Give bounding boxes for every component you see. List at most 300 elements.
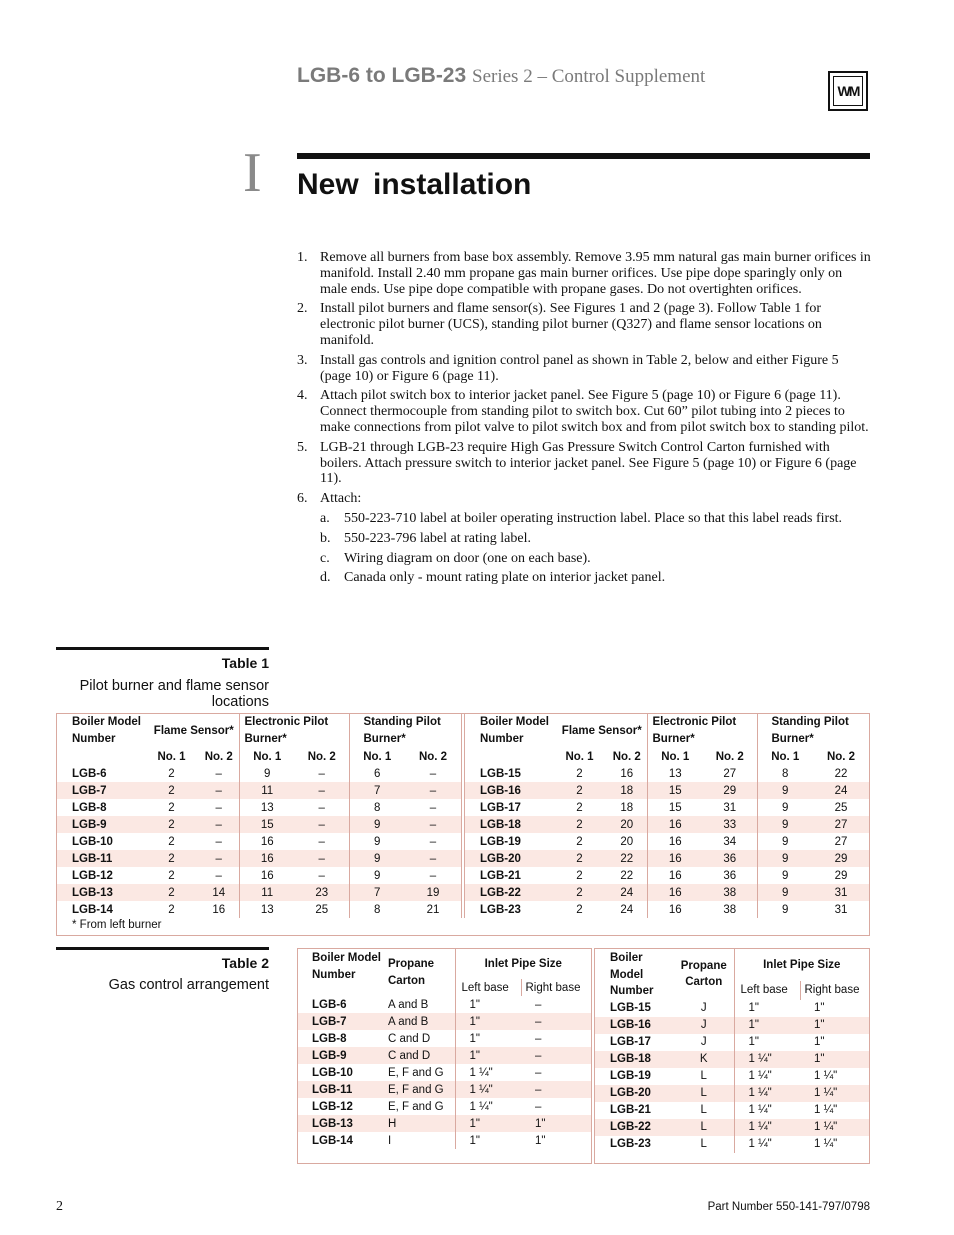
col-left-base: Left base (734, 981, 800, 999)
value-cell: – (535, 1066, 542, 1079)
page-number: 2 (56, 1199, 63, 1214)
value-cell: 27 (723, 767, 737, 780)
boiler-model-cell: LGB-18 (480, 816, 552, 833)
step-number: 1. (297, 250, 308, 265)
table1-left (57, 714, 461, 918)
value-cell: 13 (239, 901, 295, 918)
row-spacer (57, 867, 72, 884)
step-text: Remove all burners from base box assembly. Remove 3.95 mm natural gas main burner orifices in manifold. Install 2.40 mm propane gas main burner orifices. Use pipe dope sparingly only on male ends. Use pipe dope compatible with propane gases. Do not overtighten orifices. (320, 250, 871, 297)
table2-label: Table 2 (221, 955, 269, 971)
value-cell: 8 (757, 765, 813, 782)
value-cell: 2 (576, 903, 583, 916)
value-cell: 2 (144, 816, 199, 833)
boiler-model-cell: LGB-22 (480, 884, 552, 901)
value-cell: – (215, 869, 222, 882)
step-number: 2. (297, 301, 308, 317)
col-electronic-pilot: Electronic Pilot Burner* (647, 714, 757, 748)
row-spacer (465, 884, 480, 901)
boiler-model-cell: LGB-12 (72, 869, 113, 882)
value-cell: 1 ¼" (734, 1068, 800, 1085)
value-cell: 2 (552, 782, 607, 799)
value-cell: 21 (426, 903, 440, 916)
value-cell: 1 ¼" (734, 1051, 800, 1068)
value-cell: – (521, 1047, 591, 1064)
value-cell: 19 (405, 884, 461, 901)
row-spacer (298, 996, 312, 1013)
table-row (298, 996, 591, 1013)
value-cell: – (405, 782, 461, 799)
boiler-model-cell: LGB-12 (312, 1100, 353, 1113)
value-cell: – (295, 850, 349, 867)
row-spacer (298, 1030, 312, 1047)
boiler-model-cell: LGB-14 (312, 1134, 353, 1147)
value-cell: 11 (239, 782, 295, 799)
col-right-base: Right base (521, 979, 591, 996)
value-cell: – (215, 835, 222, 848)
value-cell: 1" (734, 1000, 800, 1017)
value-cell: – (295, 782, 349, 799)
value-cell: 24 (607, 884, 647, 901)
value-cell: 2 (144, 850, 199, 867)
row-spacer (298, 1013, 312, 1030)
value-cell: 8 (349, 799, 405, 816)
table-row (298, 1047, 591, 1064)
col-no1: No. 1 (349, 748, 405, 765)
value-cell: 22 (607, 850, 647, 867)
col-boiler-model: Boiler Model Number (480, 714, 552, 765)
header-spacer (465, 714, 480, 748)
header-spacer (595, 949, 610, 981)
value-cell: 14 (199, 884, 239, 901)
row-spacer (57, 799, 72, 816)
boiler-model-cell: LGB-10 (312, 1066, 353, 1079)
value-cell: – (521, 1013, 591, 1030)
substep-letter: c. (320, 550, 330, 566)
step-number: 6. (297, 491, 308, 507)
substep-letter: d. (320, 570, 331, 586)
table-row (465, 884, 869, 901)
row-spacer (465, 782, 480, 799)
value-cell: – (295, 816, 349, 833)
header-spacer (465, 748, 480, 765)
value-cell: – (215, 767, 222, 780)
col-inlet-pipe-size: Inlet Pipe Size (734, 949, 869, 981)
value-cell: 31 (813, 884, 869, 901)
value-cell: 1" (455, 1013, 521, 1030)
table-row (57, 833, 461, 850)
boiler-model-cell: LGB-19 (610, 1070, 651, 1082)
value-cell: 25 (315, 903, 329, 916)
value-cell: J (700, 1002, 707, 1014)
step-item (297, 250, 871, 297)
value-cell: – (199, 782, 239, 799)
boiler-model-cell: LGB-8 (312, 1032, 347, 1045)
row-spacer (57, 884, 72, 901)
col-boiler-model: Boiler Model Number (610, 949, 674, 1000)
value-cell: 34 (723, 835, 737, 848)
value-cell: 1 ¼" (814, 1138, 838, 1150)
header-spacer (57, 714, 72, 748)
row-spacer (57, 850, 72, 867)
col-boiler-model: Boiler Model Number (312, 949, 388, 996)
col-electronic-pilot: Electronic Pilot Burner* (239, 714, 349, 748)
value-cell: 1" (455, 996, 521, 1013)
substep-letter: b. (320, 530, 331, 546)
col-right-base: Right base (800, 981, 869, 999)
value-cell: 1" (800, 1051, 869, 1068)
value-cell: 2 (144, 884, 199, 901)
table1-caption: Pilot burner and flame sensor locations (79, 678, 269, 710)
substep-item (320, 551, 871, 567)
value-cell: 16 (239, 867, 295, 884)
value-cell: 9 (349, 833, 405, 850)
value-cell: 38 (723, 903, 737, 916)
table2-right (595, 949, 869, 1153)
product-title: LGB-6 to LGB-23 (297, 64, 467, 87)
table-row (298, 1115, 591, 1132)
value-cell: I (388, 1134, 392, 1147)
value-cell: H (388, 1115, 455, 1132)
step-item (297, 353, 871, 385)
value-cell: 1" (455, 1132, 521, 1149)
col-no2: No. 2 (199, 748, 239, 765)
value-cell: 1" (455, 1047, 521, 1064)
boiler-model-cell: LGB-14 (72, 903, 113, 916)
installation-steps (297, 250, 871, 590)
table-row (57, 816, 461, 833)
row-spacer (298, 1132, 312, 1149)
table1-divider (461, 713, 462, 918)
value-cell: 1" (814, 1002, 825, 1014)
table-row (595, 1119, 869, 1136)
table-row (298, 1132, 591, 1149)
value-cell: – (429, 767, 437, 780)
value-cell: 1 ¼" (814, 1104, 838, 1116)
value-cell: 2 (576, 801, 583, 814)
boiler-model-cell: LGB-9 (312, 1047, 388, 1064)
col-no1: No. 1 (647, 748, 703, 765)
col-no1: No. 1 (239, 748, 295, 765)
table-header-row (298, 949, 591, 979)
substep-text: 550-223-796 label at rating label. (344, 530, 531, 546)
value-cell: L (700, 1070, 707, 1082)
table1-rule (56, 647, 269, 650)
value-cell: 2 (576, 835, 583, 848)
value-cell: 36 (703, 850, 757, 867)
value-cell: 16 (647, 850, 703, 867)
header-spacer (298, 949, 312, 979)
boiler-model-cell: LGB-21 (480, 869, 521, 882)
col-flame-sensor: Flame Sensor* (552, 714, 647, 748)
value-cell: 38 (703, 884, 757, 901)
substep-list (320, 511, 871, 586)
col-no1: No. 1 (757, 748, 813, 765)
value-cell: 16 (239, 833, 295, 850)
row-spacer (595, 1136, 610, 1153)
substep-item (320, 531, 871, 547)
substep-text: Wiring diagram on door (one on each base). (344, 550, 591, 566)
value-cell: – (318, 835, 325, 848)
col-no1: No. 1 (552, 748, 607, 765)
row-spacer (595, 1017, 610, 1034)
boiler-model-cell: LGB-22 (610, 1119, 674, 1136)
col-flame-sensor: Flame Sensor* (144, 714, 239, 748)
boiler-model-cell: LGB-13 (72, 884, 144, 901)
value-cell: 1" (814, 1036, 825, 1048)
value-cell: E, F and G (388, 1081, 455, 1098)
value-cell: 9 (757, 867, 813, 884)
value-cell: 16 (647, 884, 703, 901)
value-cell: 20 (620, 835, 634, 848)
step-item (297, 388, 871, 435)
value-cell: 2 (552, 816, 607, 833)
table-row (298, 1098, 591, 1115)
row-spacer (298, 1115, 312, 1132)
table-row (465, 816, 869, 833)
table-row (298, 1013, 591, 1030)
table-row (465, 850, 869, 867)
boiler-model-cell: LGB-6 (72, 767, 107, 780)
table-row (57, 867, 461, 884)
substep-text: 550-223-710 label at boiler operating instruction label. Place so that this label reads first. (344, 510, 843, 526)
value-cell: 1 ¼" (734, 1085, 800, 1102)
value-cell: 1 ¼" (734, 1102, 800, 1119)
value-cell: 9 (757, 850, 813, 867)
row-spacer (57, 901, 72, 918)
table1-label: Table 1 (221, 655, 269, 671)
step-text: LGB-21 through LGB-23 require High Gas Pressure Switch Control Carton furnished with boilers. Attach pressure switch to interior jacket panel. See Figure 5 (page 10) or Figure 6 (page 11). (320, 439, 857, 487)
value-cell: 9 (349, 850, 405, 867)
value-cell: 15 (647, 799, 703, 816)
value-cell: 31 (834, 903, 848, 916)
table-row (595, 1000, 869, 1017)
value-cell: 22 (620, 869, 634, 882)
value-cell: – (405, 816, 461, 833)
value-cell: 16 (647, 901, 703, 918)
boiler-model-cell: LGB-18 (610, 1051, 674, 1068)
col-propane-carton: Propane Carton (388, 949, 455, 996)
value-cell: J (700, 1036, 707, 1048)
value-cell: 1" (455, 1030, 521, 1047)
boiler-model-cell: LGB-21 (610, 1104, 651, 1116)
logo-mark: WM (833, 76, 863, 106)
value-cell: 16 (239, 850, 295, 867)
step-text: Attach: (320, 491, 362, 507)
value-cell: – (318, 869, 325, 882)
header-spacer (298, 979, 312, 996)
value-cell: A and B (388, 1013, 455, 1030)
col-standing-pilot: Standing Pilot Burner* (757, 714, 869, 748)
row-spacer (465, 901, 480, 918)
boiler-model-cell: LGB-15 (610, 1002, 651, 1014)
value-cell: L (674, 1085, 734, 1102)
value-cell: – (535, 1032, 542, 1045)
value-cell: 9 (757, 884, 813, 901)
step-text: Install pilot burners and flame sensor(s). See Figures 1 and 2 (page 3). Follow Table 1 for electronic pilot burner (UCS), standing pilot burner (Q327) and flame sensor locations on manifold. (320, 301, 822, 348)
value-cell: 1" (734, 1017, 800, 1034)
value-cell: 9 (349, 867, 405, 884)
value-cell: A and B (388, 998, 429, 1011)
value-cell: 1 ¼" (800, 1119, 869, 1136)
value-cell: 16 (212, 903, 226, 916)
value-cell: 2 (168, 869, 175, 882)
document-subtitle: Series 2 – Control Supplement (472, 66, 706, 87)
table1-footnote: * From left burner (72, 919, 162, 931)
document-header (297, 64, 705, 88)
boiler-model-cell: LGB-10 (72, 835, 113, 848)
col-propane-carton: Propane Carton (674, 949, 734, 1000)
step-item (297, 440, 871, 487)
value-cell: 1 ¼" (734, 1136, 800, 1153)
table-row (595, 1136, 869, 1153)
row-spacer (465, 833, 480, 850)
value-cell: 24 (813, 782, 869, 799)
value-cell: 9 (757, 799, 813, 816)
value-cell: 2 (168, 801, 175, 814)
table-row (595, 1068, 869, 1085)
boiler-model-cell: LGB-16 (610, 1017, 674, 1034)
table-row (298, 1030, 591, 1047)
boiler-model-cell: LGB-20 (610, 1085, 674, 1102)
col-no2: No. 2 (607, 748, 647, 765)
table2-left (298, 949, 591, 1149)
value-cell: 1" (800, 1017, 869, 1034)
boiler-model-cell: LGB-23 (610, 1138, 651, 1150)
value-cell: 7 (349, 782, 405, 799)
value-cell: 13 (239, 799, 295, 816)
table-row (465, 901, 869, 918)
value-cell: 11 (239, 884, 295, 901)
col-no2: No. 2 (405, 748, 461, 765)
value-cell: 18 (607, 782, 647, 799)
value-cell: 29 (813, 850, 869, 867)
value-cell: 9 (757, 833, 813, 850)
value-cell: 9 (349, 816, 405, 833)
boiler-model-cell: LGB-17 (480, 801, 521, 814)
value-cell: – (429, 869, 437, 882)
value-cell: 1 ¼" (455, 1081, 521, 1098)
value-cell: 9 (757, 782, 813, 799)
boiler-model-cell: LGB-6 (312, 998, 347, 1011)
value-cell: 1 ¼" (455, 1064, 521, 1081)
boiler-model-cell: LGB-15 (480, 767, 521, 780)
header-spacer (595, 981, 610, 999)
substep-item (320, 511, 871, 527)
value-cell: 1" (455, 1115, 521, 1132)
value-cell: 25 (834, 801, 848, 814)
table2-caption: Gas control arrangement (108, 977, 269, 993)
value-cell: 7 (349, 884, 405, 901)
col-no2: No. 2 (295, 748, 349, 765)
brand-logo (828, 71, 868, 111)
col-boiler-model: Boiler Model Number (72, 714, 144, 765)
table1-right (465, 714, 869, 918)
value-cell: 15 (239, 816, 295, 833)
value-cell: – (429, 801, 437, 814)
value-cell: J (674, 1017, 734, 1034)
step-number: 5. (297, 439, 308, 455)
table-row (465, 799, 869, 816)
boiler-model-cell: LGB-11 (312, 1081, 388, 1098)
value-cell: 2 (576, 767, 583, 780)
value-cell: L (674, 1119, 734, 1136)
col-no1: No. 1 (144, 748, 199, 765)
value-cell: – (199, 816, 239, 833)
value-cell: 1 ¼" (814, 1070, 838, 1082)
value-cell: – (521, 1081, 591, 1098)
value-cell: 2 (576, 869, 583, 882)
row-spacer (595, 1051, 610, 1068)
row-spacer (57, 833, 72, 850)
part-number: Part Number 550-141-797/0798 (707, 1201, 870, 1213)
header-spacer (57, 748, 72, 765)
row-spacer (595, 1034, 610, 1051)
row-spacer (595, 1119, 610, 1136)
value-cell: 9 (239, 765, 295, 782)
table-row (465, 782, 869, 799)
col-no2: No. 2 (813, 748, 869, 765)
value-cell: 23 (295, 884, 349, 901)
row-spacer (465, 765, 480, 782)
row-spacer (298, 1098, 312, 1115)
value-cell: 18 (620, 801, 634, 814)
value-cell: – (535, 998, 542, 1011)
boiler-model-cell: LGB-7 (72, 782, 144, 799)
step-item (297, 301, 871, 348)
value-cell: K (674, 1051, 734, 1068)
row-spacer (298, 1064, 312, 1081)
value-cell: 2 (168, 903, 175, 916)
value-cell: 36 (723, 869, 737, 882)
table-row (57, 782, 461, 799)
table-header-row (57, 714, 461, 748)
substep-text: Canada only - mount rating plate on interior jacket panel. (344, 570, 666, 586)
value-cell: 16 (647, 867, 703, 884)
table-header-row (465, 714, 869, 748)
value-cell: – (215, 801, 222, 814)
step-item (297, 491, 871, 586)
value-cell: – (405, 850, 461, 867)
value-cell: 2 (552, 884, 607, 901)
value-cell: 27 (834, 835, 848, 848)
step-number: 3. (297, 352, 308, 368)
section-title: New installation (297, 168, 532, 201)
row-spacer (298, 1047, 312, 1064)
value-cell: 8 (349, 901, 405, 918)
value-cell: 33 (703, 816, 757, 833)
value-cell: 31 (723, 801, 737, 814)
value-cell: 9 (757, 816, 813, 833)
value-cell: 1" (734, 1034, 800, 1051)
value-cell: 9 (757, 901, 813, 918)
value-cell: 29 (834, 869, 848, 882)
substep-item (320, 570, 871, 586)
table-row (465, 867, 869, 884)
value-cell: 1" (521, 1115, 591, 1132)
row-spacer (595, 1085, 610, 1102)
value-cell: 2 (168, 767, 175, 780)
value-cell: L (700, 1138, 707, 1150)
row-spacer (465, 850, 480, 867)
row-spacer (595, 1000, 610, 1017)
value-cell: C and D (388, 1047, 455, 1064)
value-cell: L (700, 1104, 707, 1116)
row-spacer (465, 867, 480, 884)
value-cell: 29 (703, 782, 757, 799)
value-cell: 1 ¼" (800, 1085, 869, 1102)
boiler-model-cell: LGB-8 (72, 801, 107, 814)
table-row (57, 799, 461, 816)
